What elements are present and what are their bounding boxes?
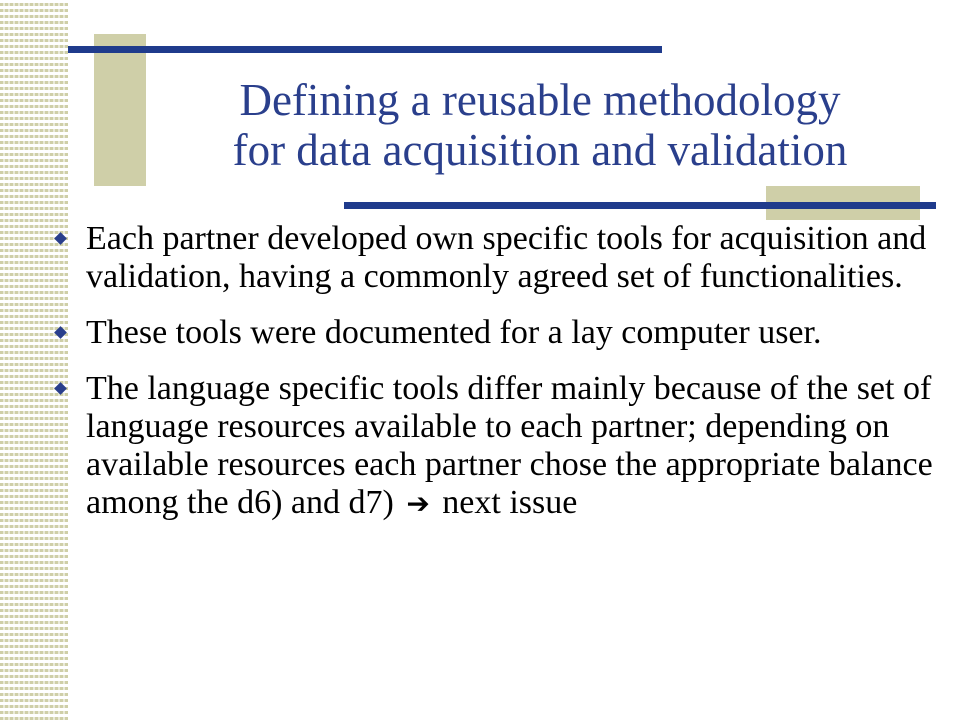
bullet-text-1: Each partner developed own specific tools for acquisition and validation, having a commonly agreed set of functionalities. <box>86 220 927 295</box>
bullet-list <box>50 220 940 541</box>
title-accent-block <box>94 34 146 186</box>
bullet-text-3-tail: next issue <box>442 484 578 521</box>
bullet-item-1 <box>50 220 940 296</box>
title-bottom-rule <box>344 202 936 209</box>
slide-title-line-2: for data acquisition and validation <box>232 125 848 175</box>
bullet-text-3: The language specific tools differ mainly because of the set of language resources available to each partner; depending on available resources each partner chose the appropriate balance among the d6) and d7) <box>86 370 933 521</box>
diamond-bullet-icon <box>54 382 67 395</box>
slide-title-line-1: Defining a reusable methodology <box>239 75 841 125</box>
diamond-bullet-icon <box>54 326 67 339</box>
title-top-rule <box>68 46 662 53</box>
bullet-item-3 <box>50 370 940 523</box>
bullet-item-2 <box>50 314 940 352</box>
right-arrow-icon: ➔ <box>406 487 430 520</box>
diamond-bullet-icon <box>54 232 67 245</box>
slide-title <box>150 75 930 175</box>
bullet-text-2: These tools were documented for a lay computer user. <box>86 314 822 351</box>
